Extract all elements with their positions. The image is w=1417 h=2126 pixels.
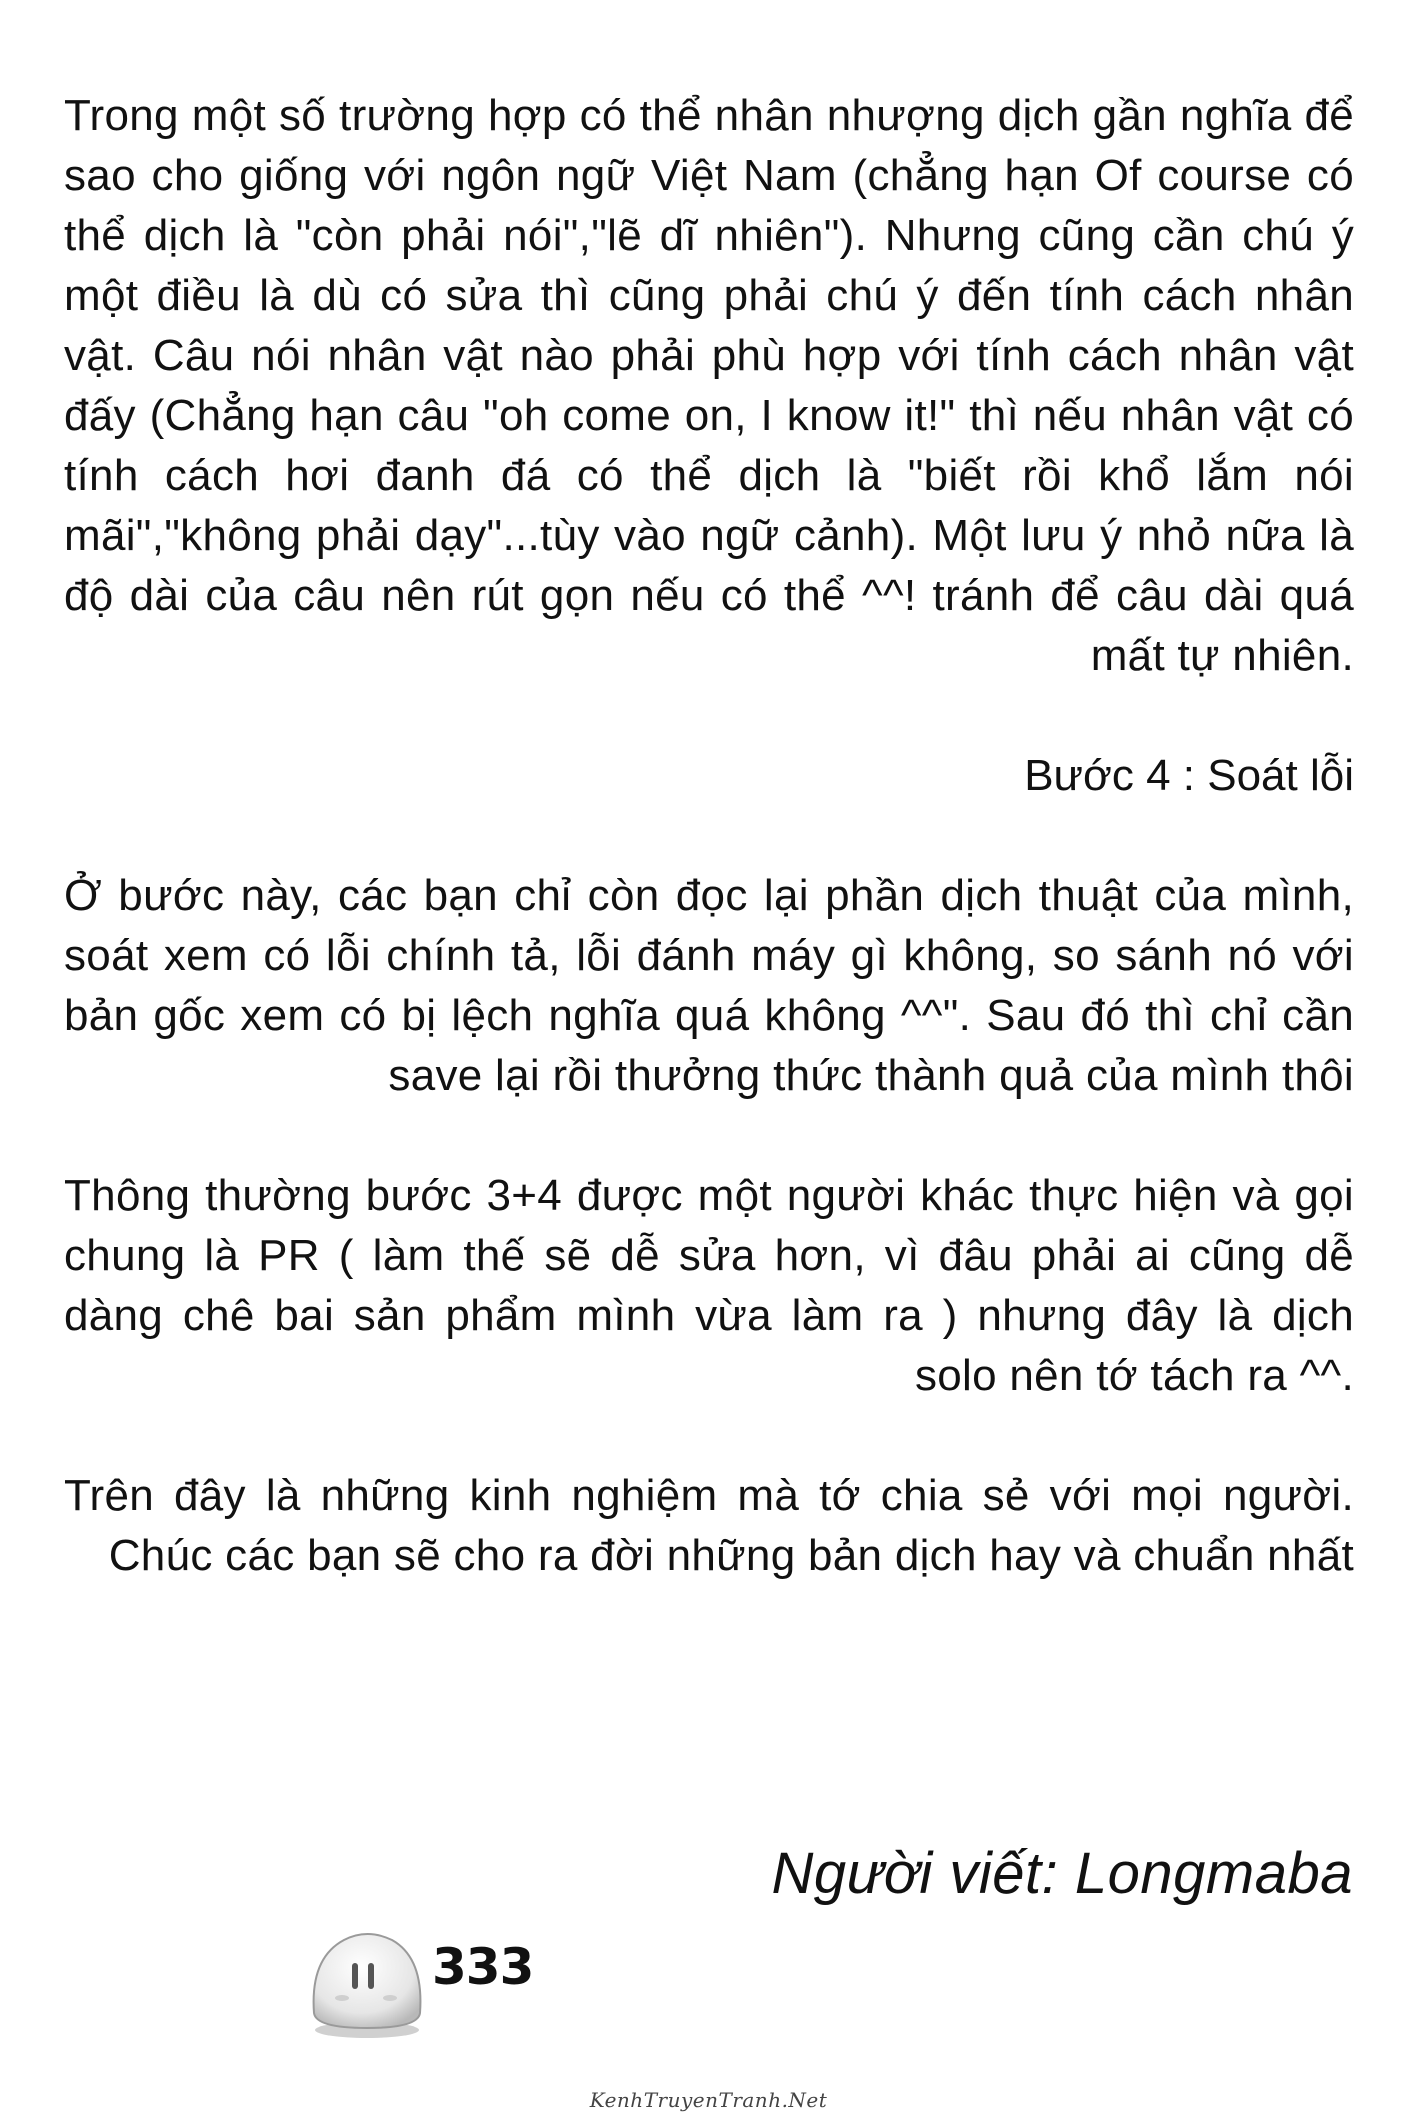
paragraph-closing: Trên đây là những kinh nghiệm mà tớ chia sẻ với mọi người. Chúc các bạn sẽ cho ra đời những bản dịch hay và chuẩn nhất [64, 1471, 1354, 1580]
spacer [64, 1406, 1354, 1466]
paragraph-translation-tips: Trong một số trường hợp có thể nhân nhượng dịch gần nghĩa để sao cho giống với ngôn ngữ Việt Nam (chẳng hạn Of course có thể dịch là "còn phải nói","lẽ dĩ nhiên"). Nhưng cũng cần chú ý một điều là dù có sửa thì cũng phải chú ý đến tính cách nhân vật. Câu nói nhân vật nào phải phù hợp với tính cách nhân vật đấy (Chẳng hạn câu "oh come on, I know it!" thì nếu nhân vật có tính cách hơi đanh đá có thể dịch là "biết rồi khổ lắm nói mãi","không phải dạy"...tùy vào ngữ cảnh). Một lưu ý nhỏ nữa là độ dài của câu nên rút gọn nếu có thể ^^! tránh để câu dài quá mất tự nhiên. [64, 91, 1354, 680]
paragraph-pr-note: Thông thường bước 3+4 được một người khác thực hiện và gọi chung là PR ( làm thế sẽ dễ sửa hơn, vì đâu phải ai cũng dễ dàng chê bai sản phẩm mình vừa làm ra ) nhưng đây là dịch solo nên tớ tách ra ^^. [64, 1171, 1354, 1400]
spacer [64, 806, 1354, 866]
white-blob-mascot-icon [302, 1918, 432, 2043]
author-signature: Người viết: Longmaba [771, 1841, 1353, 1906]
paragraph-proofreading: Ở bước này, các bạn chỉ còn đọc lại phần dịch thuật của mình, soát xem có lỗi chính tả, lỗi đánh máy gì không, so sánh nó với bản gốc xem có bị lệch nghĩa quá không ^^". Sau đó thì chỉ cần save lại rồi thưởng thức thành quả của mình thôi [64, 871, 1354, 1100]
page-number-badge [302, 1918, 552, 2048]
site-watermark: KenhTruyenTranh.Net [589, 2088, 828, 2112]
spacer [64, 686, 1354, 746]
document-body [64, 86, 1354, 1586]
spacer [64, 1106, 1354, 1166]
step4-heading: Bước 4 : Soát lỗi [1024, 751, 1354, 800]
page-number: 333 [432, 1938, 534, 1996]
